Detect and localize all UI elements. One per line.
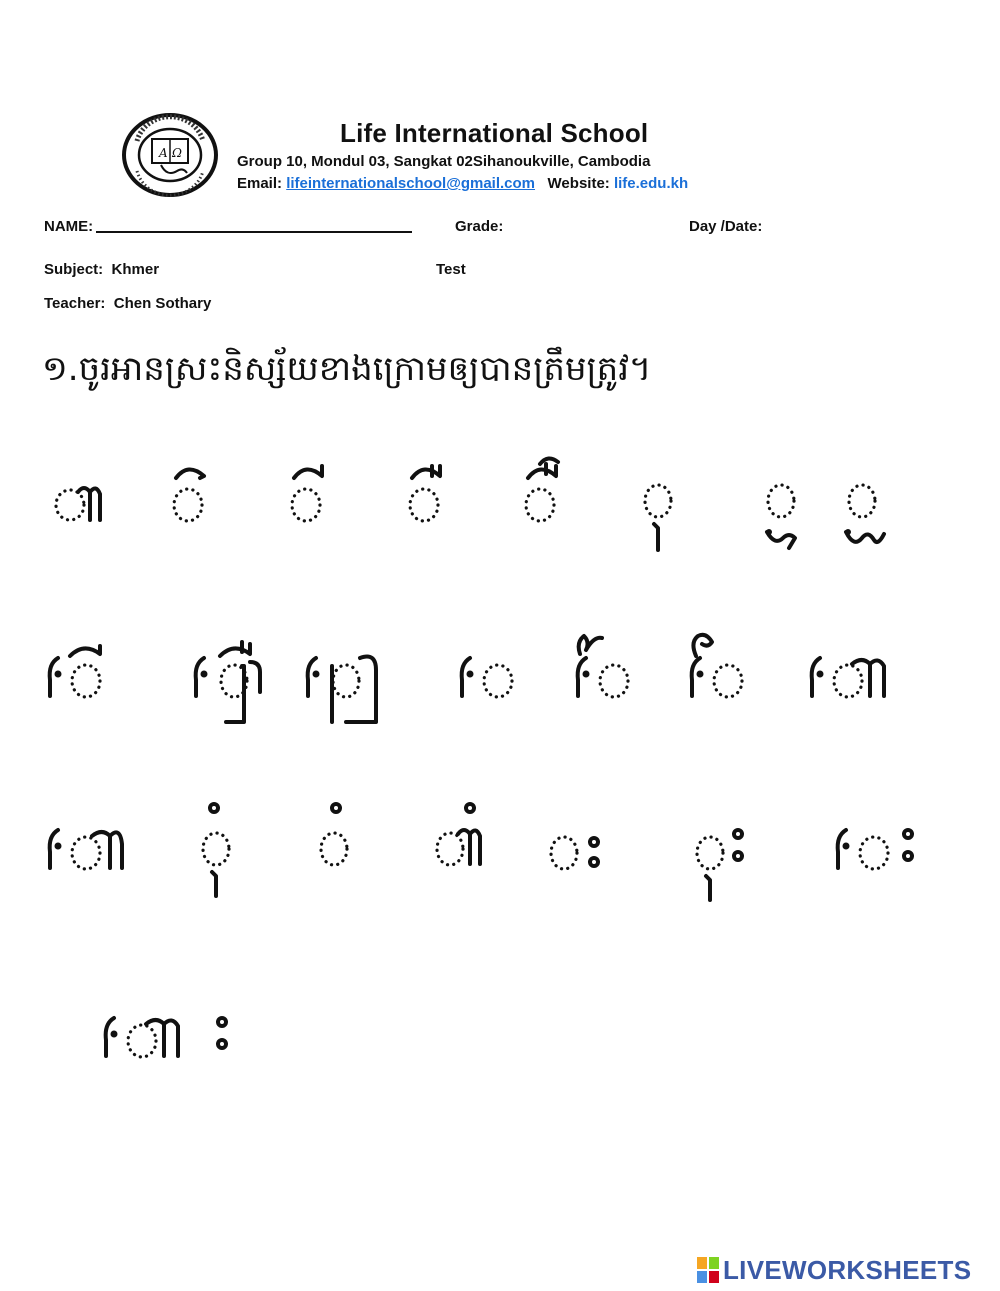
vowel-uue xyxy=(520,452,600,562)
website-link[interactable]: life.edu.kh xyxy=(613,175,689,192)
teacher-label: Teacher: xyxy=(44,295,106,312)
name-label: NAME: xyxy=(44,218,94,235)
vowel-e xyxy=(456,640,536,750)
vowel-ah xyxy=(546,812,626,922)
test-label: Test xyxy=(436,261,466,278)
vowel-om xyxy=(198,798,278,908)
vowel-oeua xyxy=(190,630,270,740)
vowel-oe xyxy=(44,630,124,740)
vowel-ie xyxy=(302,630,382,740)
vowel-uu xyxy=(757,476,837,586)
email-link[interactable]: lifeinternationalschool@gmail.com xyxy=(286,175,536,192)
vowel-ua xyxy=(838,476,918,586)
svg-text:Ω: Ω xyxy=(172,146,182,160)
vowel-ii xyxy=(286,458,366,568)
vowel-aa xyxy=(50,470,130,580)
teacher-value: Chen Sothary xyxy=(113,295,212,312)
vowel-ai xyxy=(686,626,766,736)
vowel-au xyxy=(44,812,124,922)
vowel-eh xyxy=(832,812,912,922)
brand-text: LIVEWORKSHEETS xyxy=(723,1254,972,1285)
subject-value: Khmer xyxy=(111,261,160,278)
liveworksheets-brand[interactable] xyxy=(697,1253,971,1287)
school-address: Group 10, Mondul 03, Sangkat 02Sihanoukville, Cambodia xyxy=(237,153,651,170)
email-label: Email: xyxy=(237,175,283,192)
vowel-ae xyxy=(572,626,652,736)
school-name: Life International School xyxy=(340,118,649,148)
exercise-instruction: ១.ចូរអានស្រះនិស្ស័យខាងក្រោមឲ្យបានត្រឹមត្រូវ។ xyxy=(42,349,652,389)
vowel-oh xyxy=(692,812,772,922)
website-label: Website: xyxy=(547,175,610,192)
vowel-i xyxy=(168,458,248,568)
vowel-ao xyxy=(806,640,886,750)
date-label: Day /Date: xyxy=(689,218,763,235)
subject-label: Subject: xyxy=(44,261,104,278)
vowel-aoh xyxy=(100,1000,180,1110)
vowel-aam xyxy=(432,798,512,908)
vowel-u xyxy=(640,476,720,586)
svg-text:A: A xyxy=(159,146,168,160)
liveworksheets-logo-icon xyxy=(697,1257,719,1283)
vowel-am xyxy=(316,798,396,908)
grade-label: Grade: xyxy=(455,218,504,235)
vowel-ue xyxy=(404,458,484,568)
